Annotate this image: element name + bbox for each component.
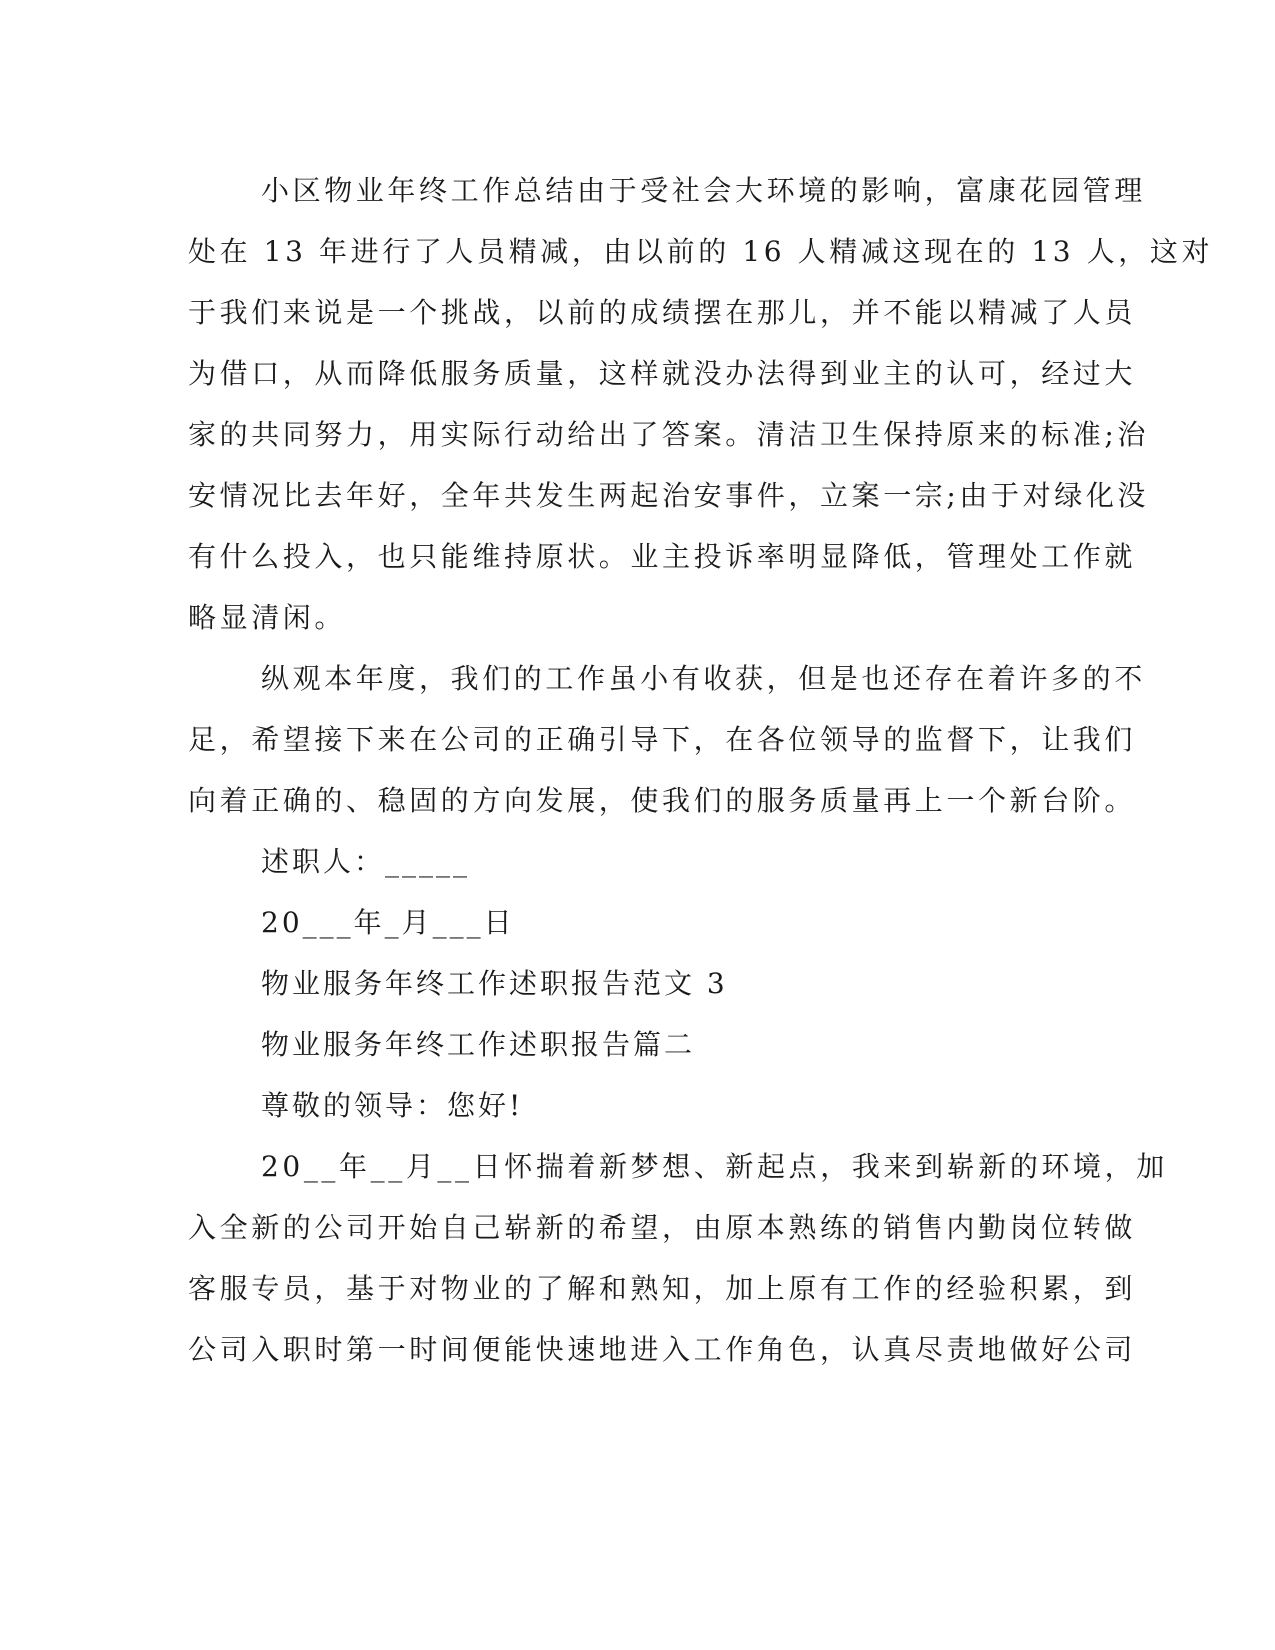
- text-line: 足，希望接下来在公司的正确引导下，在各位领导的监督下，让我们: [188, 723, 1137, 756]
- greeting-line: 尊敬的领导：您好!: [261, 1089, 524, 1122]
- document-body: [188, 160, 1214, 1380]
- text-line: 于我们来说是一个挑战，以前的成绩摆在那儿，并不能以精减了人员: [188, 296, 1137, 329]
- paragraph-summary: [188, 160, 1214, 648]
- text-line: 处在 13 年进行了人员精减，由以前的 16 人精减这现在的 13 人，这对: [188, 235, 1214, 268]
- signature-line: 述职人：_____: [261, 845, 471, 878]
- text-line: 向着正确的、稳固的方向发展，使我们的服务质量再上一个新台阶。: [188, 784, 1137, 817]
- text-line: 小区物业年终工作总结由于受社会大环境的影响，富康花园管理: [261, 174, 1146, 207]
- section-heading: 物业服务年终工作述职报告范文 3: [261, 967, 728, 1000]
- text-line: 家的共同努力，用实际行动给出了答案。清洁卫生保持原来的标准;治: [188, 418, 1150, 451]
- paragraph-outlook: [188, 648, 1146, 831]
- text-line: 公司入职时第一时间便能快速地进入工作角色，认真尽责地做好公司: [188, 1333, 1137, 1366]
- text-line: 为借口，从而降低服务质量，这样就没办法得到业主的认可，经过大: [188, 357, 1137, 390]
- text-line: 纵观本年度，我们的工作虽小有收获，但是也还存在着许多的不: [261, 662, 1146, 695]
- section-heading: 物业服务年终工作述职报告篇二: [261, 1028, 696, 1061]
- text-line: 有什么投入，也只能维持原状。业主投诉率明显降低，管理处工作就: [188, 540, 1137, 573]
- text-line: 安情况比去年好，全年共发生两起治安事件，立案一宗;由于对绿化没: [188, 479, 1150, 512]
- text-line: 略显清闲。: [188, 601, 347, 634]
- text-line: 入全新的公司开始自己崭新的希望，由原本熟练的销售内勤岗位转做: [188, 1211, 1137, 1244]
- text-line: 20__年__月__日怀揣着新梦想、新起点，我来到崭新的环境，加: [261, 1150, 1168, 1183]
- text-line: 客服专员，基于对物业的了解和熟知，加上原有工作的经验积累，到: [188, 1272, 1137, 1305]
- paragraph-introduction: [188, 1136, 1168, 1380]
- date-line: 20___年_月___日: [261, 906, 515, 939]
